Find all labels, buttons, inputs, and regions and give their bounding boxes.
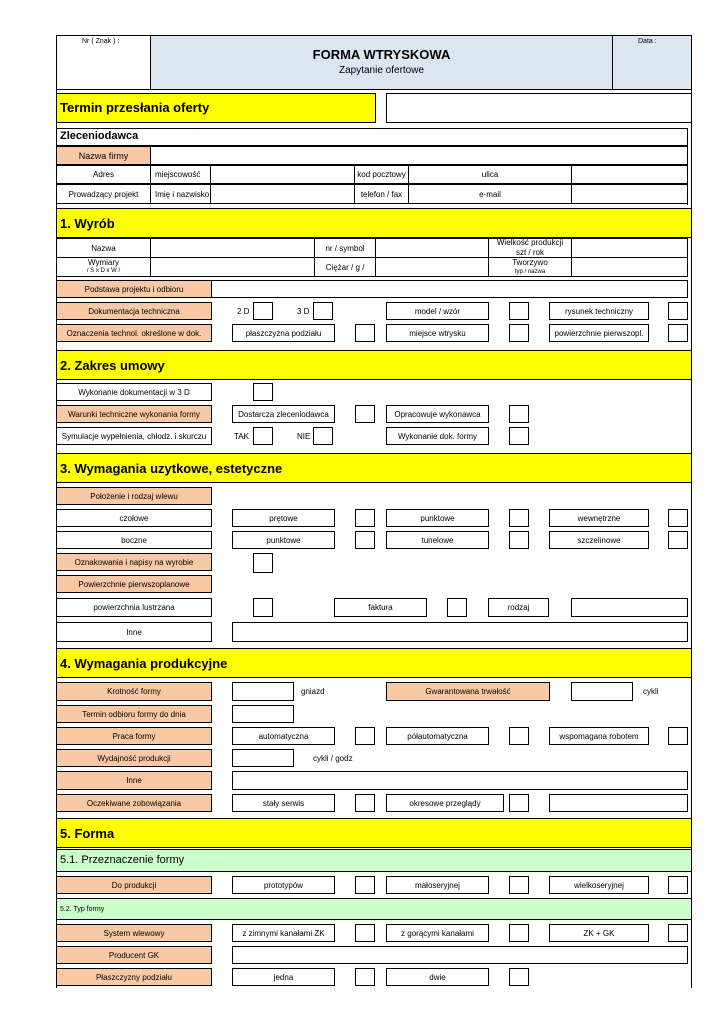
d2-checkbox[interactable] [253, 302, 273, 320]
wielkoseryjnej-label: wielkoseryjnej [549, 876, 649, 894]
prototypow-checkbox[interactable] [355, 876, 375, 894]
powierzchnie-pierw-label: Powierzchnie pierwszoplanowe [56, 575, 212, 593]
gniazd-label: gniazd [301, 687, 325, 696]
nr-symbol-input[interactable] [375, 238, 489, 258]
powierzchnie-checkbox[interactable] [668, 324, 688, 342]
prowadzacy-label: Prowadzący projekt [56, 184, 151, 204]
polautomatyczna-label: półautomatyczna [386, 727, 489, 745]
header-title-box [150, 35, 613, 90]
automatyczna-label: automatyczna [232, 727, 335, 745]
polozenie-label: Położenie i rodzaj wlewu [56, 487, 212, 505]
krotnosc-label: Krotność formy [56, 682, 212, 701]
system-label: System wlewowy [56, 924, 212, 942]
polautomatyczna-checkbox[interactable] [509, 727, 529, 745]
frame-left [56, 35, 57, 988]
model-checkbox[interactable] [509, 302, 529, 320]
przeznaczenie-title: 5.1. Przeznaczenie formy [60, 854, 185, 866]
symulacje-label: Symulacje wypełnienia, chłodz. i skurczu [56, 427, 212, 445]
wykonanie-3d-checkbox[interactable] [253, 383, 273, 401]
powierzchnie-label: powierzchnie pierwszopl. [549, 324, 649, 342]
model-label: model / wzór [386, 302, 489, 320]
wspomagana-label: wspomagana robotem [549, 727, 649, 745]
wymiary-label: Wymiary [87, 258, 120, 267]
maloseryjnej-label: małoseryjnej [386, 876, 489, 894]
d3-checkbox[interactable] [313, 302, 333, 320]
forma-title-box [56, 818, 692, 848]
pretowe-label: prętowe [232, 509, 335, 527]
wielkosc-input[interactable] [571, 238, 688, 258]
forma-title: 5. Forma [60, 826, 115, 841]
czolowe-label: czołowe [56, 509, 212, 527]
gwarantowana-label: Gwarantowana trwałość [386, 682, 550, 701]
typ-title: 5.2. Typ formy [60, 906, 105, 913]
dostarcza-label: Dostarcza zleceniodawca [232, 405, 335, 423]
nr-symbol-label: nr / symbol [314, 238, 376, 258]
nie-label: NIE [297, 432, 311, 441]
zimnymi-label: z zimnymi kanałami ZK [232, 924, 335, 942]
d2-label: 2 D [237, 307, 250, 316]
oczekiwane-input[interactable] [549, 794, 688, 812]
tak-checkbox[interactable] [253, 427, 273, 445]
podstawa-label: Podstawa projektu i odbioru [56, 280, 212, 298]
zlec-top-line [56, 128, 688, 129]
goracymi-checkbox[interactable] [509, 924, 529, 942]
boczne-label: boczne [56, 531, 212, 549]
rysunek-label: rysunek techniczny [549, 302, 649, 320]
termin-input[interactable] [386, 93, 692, 123]
zakres-title: 2. Zakres umowy [60, 358, 165, 373]
tworzywo-label: Tworzywo [512, 258, 548, 267]
producent-label: Producent GK [56, 946, 212, 964]
opracowuje-checkbox[interactable] [509, 405, 529, 423]
tworzywo-sublabel: typ / nazwa [514, 269, 546, 275]
zk-gk-label: ZK + GK [549, 924, 649, 942]
rodzaj-input[interactable] [571, 598, 688, 617]
dwie-label: dwie [386, 968, 489, 986]
imie-input[interactable] [210, 184, 355, 204]
ulica-label[interactable]: ulica [408, 165, 572, 184]
dokumentacja-label: Dokumentacja techniczna [56, 302, 212, 320]
jedna-label: jedna [232, 968, 335, 986]
warunki-label: Warunki techniczne wykonania formy [56, 405, 212, 423]
inne-uzytkowe-input[interactable] [232, 622, 688, 642]
punktowe-label: punktowe [386, 509, 489, 527]
produkcyjne-title: 4. Wymagania produkcyjne [60, 656, 228, 671]
producent-input[interactable] [232, 946, 688, 964]
plaszczyzna-checkbox[interactable] [355, 324, 375, 342]
rysunek-checkbox[interactable] [668, 302, 688, 320]
cykli-godz-label: cykli / godz [313, 754, 353, 763]
wspomagana-checkbox[interactable] [668, 727, 688, 745]
punktowe2-label: punktowe [232, 531, 335, 549]
ciezar-input[interactable] [375, 257, 489, 277]
okresowe-checkbox[interactable] [509, 794, 529, 812]
nazwa-label: Nazwa [56, 238, 151, 258]
termin-odbioru-label: Termin odbioru formy do dnia [56, 705, 212, 723]
wielkosc-label-2: szt / rok [515, 248, 544, 257]
wyrob-title-box [56, 208, 692, 238]
zimnymi-checkbox[interactable] [355, 924, 375, 942]
szczelinowe-label: szczelinowe [549, 531, 649, 549]
zk-gk-checkbox[interactable] [668, 924, 688, 942]
tak-label: TAK [234, 432, 249, 441]
punktowe2-checkbox[interactable] [355, 531, 375, 549]
nazwa-firmy-label: Nazwa firmy [56, 146, 151, 165]
miejscowosc-label: miejscowość [150, 165, 211, 184]
inne-uzytkowe-label: Inne [56, 622, 212, 642]
wielkosc-label-1: Wielkość produkcji [496, 238, 564, 247]
email-input[interactable] [571, 184, 688, 204]
tworzywo-input[interactable] [571, 257, 688, 277]
telefon-label: telefon / fax [354, 184, 409, 204]
krotnosc-input[interactable] [232, 682, 294, 701]
goracymi-label: z gorącymi kanałami [386, 924, 489, 942]
wymiary-sublabel: / S x D x W / [86, 268, 121, 274]
email-label[interactable]: e-mail [408, 184, 572, 204]
wewnetrzne-label: wewnętrzne [549, 509, 649, 527]
punktowe-checkbox[interactable] [509, 509, 529, 527]
rodzaj-label: rodzaj [488, 598, 549, 617]
wewnetrzne-checkbox[interactable] [668, 509, 688, 527]
nr-label: Nr ( Znak ) : [82, 38, 120, 45]
szczelinowe-checkbox[interactable] [668, 531, 688, 549]
plaszczyzny-label: Płaszczyzny podziału [56, 968, 212, 986]
imie-label: Imię i nazwisko [150, 184, 211, 204]
okresowe-label: okresowe przeglądy [386, 794, 504, 812]
wykonanie-3d-label: Wykonanie dokumentacji w 3 D [56, 383, 212, 401]
staly-serwis-checkbox[interactable] [355, 794, 375, 812]
termin-title: Termin przesłania oferty [60, 100, 210, 115]
oczekiwane-label: Oczekiwane zobowiązania [56, 794, 212, 812]
kod-pocztowy-label: kod pocztowy [354, 165, 409, 184]
faktura-label: faktura [334, 598, 427, 617]
page-title: FORMA WTRYSKOWA [312, 47, 451, 62]
wielkoseryjnej-checkbox[interactable] [668, 876, 688, 894]
pretowe-checkbox[interactable] [355, 509, 375, 527]
maloseryjnej-checkbox[interactable] [509, 876, 529, 894]
date-label: Data : [638, 38, 657, 45]
termin-odbioru-input[interactable] [232, 705, 294, 723]
wyrob-title: 1. Wyrób [60, 216, 115, 231]
tunelowe-label: tunelowe [386, 531, 489, 549]
miejsce-checkbox[interactable] [509, 324, 529, 342]
wymiary-input[interactable] [150, 257, 315, 277]
inne-prod-input[interactable] [232, 771, 688, 790]
dwie-checkbox[interactable] [509, 968, 529, 986]
ulica-input[interactable] [571, 165, 688, 184]
tunelowe-checkbox[interactable] [509, 531, 529, 549]
gwarantowana-input[interactable] [571, 682, 633, 701]
wykonanie-dok-label: Wykonanie dok. formy [386, 427, 489, 445]
lustrzana-checkbox[interactable] [253, 598, 273, 617]
uzytkowe-title: 3. Wymagania uzytkowe, estetyczne [60, 461, 283, 476]
wydajnosc-input[interactable] [232, 749, 294, 767]
oznaczenia-label: Oznaczenia technol. określone w dok. [56, 324, 212, 342]
automatyczna-checkbox[interactable] [355, 727, 375, 745]
miejsce-label: miejsce wtrysku [386, 324, 489, 342]
d3-label: 3 D [297, 307, 310, 316]
faktura-checkbox[interactable] [447, 598, 467, 617]
page-subtitle: Zapytanie ofertowe [338, 65, 425, 76]
staly-serwis-label: stały serwis [232, 794, 335, 812]
adres-label: Adres [56, 165, 151, 184]
wydajnosc-label: Wydajność produkcji [56, 749, 212, 767]
cykli-label: cykli [643, 687, 659, 696]
praca-label: Praca formy [56, 727, 212, 745]
do-produkcji-label: Do produkcji [56, 876, 212, 894]
typ-box [56, 898, 692, 920]
oznakowania-checkbox[interactable] [253, 553, 273, 573]
inne-prod-label: Inne [56, 771, 212, 790]
podstawa-input[interactable] [211, 280, 688, 298]
zleceniodawca-title: Zleceniodawca [60, 130, 139, 142]
miejscowosc-input[interactable] [210, 165, 355, 184]
jedna-checkbox[interactable] [355, 968, 375, 986]
plaszczyzna-label: płaszczyzna podziału [232, 324, 335, 342]
frame-right [691, 35, 692, 988]
nazwa-firmy-input[interactable] [150, 146, 688, 165]
dostarcza-checkbox[interactable] [355, 405, 375, 423]
lustrzana-label: powierzchnia lustrzana [56, 598, 212, 617]
nazwa-input[interactable] [150, 238, 315, 258]
wykonanie-dok-checkbox[interactable] [509, 427, 529, 445]
opracowuje-label: Opracowuje wykonawca [386, 405, 489, 423]
prototypow-label: prototypów [232, 876, 335, 894]
oznakowania-label: Oznakowania i napisy na wyrobie [56, 553, 212, 571]
nie-checkbox[interactable] [313, 427, 333, 445]
ciezar-label: Ciężar / g / [314, 257, 376, 277]
